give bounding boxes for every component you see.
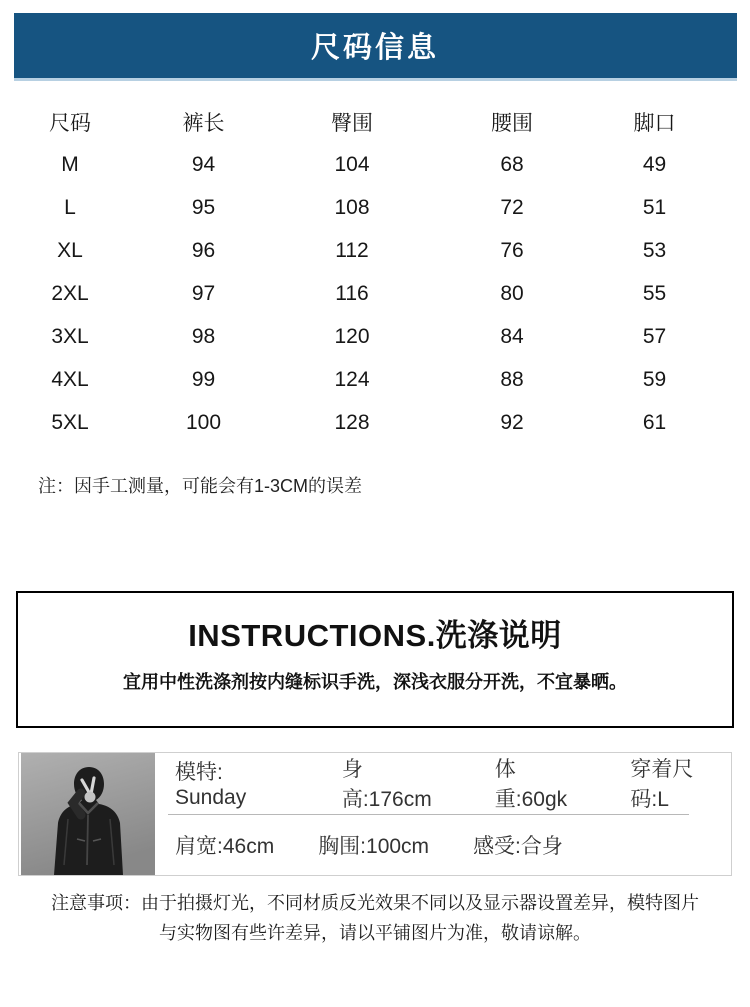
table-row	[0, 401, 750, 444]
table-row	[0, 272, 750, 315]
cell-legopening: 57	[642, 324, 667, 348]
cell-hip: 104	[334, 152, 370, 176]
cell-length: 100	[185, 410, 222, 434]
cell-size: 3XL	[51, 324, 89, 348]
size-info-header	[14, 13, 737, 81]
table-row	[0, 186, 750, 229]
model-weight: 体重:60gk	[494, 758, 568, 812]
cell-size: M	[61, 152, 79, 176]
table-row	[0, 315, 750, 358]
cell-size: 4XL	[51, 367, 89, 391]
table-row	[0, 358, 750, 401]
cell-hip: 112	[335, 238, 369, 262]
cell-legopening: 49	[642, 152, 667, 176]
cell-hip: 128	[334, 410, 370, 434]
notice-line-1: 注意事项：由于拍摄灯光，不同材质反光效果不同以及显示器设置差异，模特图片	[51, 893, 699, 913]
model-photo-illustration	[21, 753, 155, 875]
model-info-details	[155, 753, 731, 875]
cell-waist: 80	[500, 281, 524, 305]
cell-legopening: 53	[642, 238, 667, 262]
model-photo	[21, 753, 155, 875]
col-header-length: 裤长	[182, 111, 225, 135]
cell-hip: 116	[335, 281, 369, 305]
model-info-row-1	[175, 753, 731, 814]
model-name: 模特: Sunday	[175, 761, 247, 810]
size-table	[0, 100, 750, 444]
model-fit-feel: 感受:合身	[473, 834, 563, 858]
cell-legopening: 61	[642, 410, 667, 434]
cell-length: 97	[191, 281, 216, 305]
model-height: 身高:176cm	[341, 758, 432, 812]
cell-waist: 76	[500, 238, 524, 262]
col-header-waist: 腰围	[491, 111, 533, 135]
table-row	[0, 143, 750, 186]
washing-instructions-box	[16, 591, 734, 728]
col-header-hip: 臀围	[331, 111, 373, 135]
cell-size: 5XL	[51, 410, 89, 434]
measurement-note: 注：因手工测量，可能会有1-3CM的误差	[38, 476, 363, 496]
washing-instructions-text: 宜用中性洗涤剂按内缝标识手洗，深浅衣服分开洗，不宜暴晒。	[123, 672, 627, 692]
notice-line-2: 与实物图有些许差异，请以平铺图片为准，敬请谅解。	[159, 923, 591, 943]
washing-instructions-title: INSTRUCTIONS.洗涤说明	[188, 618, 562, 653]
cell-waist: 72	[500, 195, 524, 219]
cell-length: 96	[191, 238, 216, 262]
cell-waist: 84	[500, 324, 524, 348]
cell-length: 98	[191, 324, 216, 348]
bottom-notice	[0, 888, 750, 948]
model-wearing-size: 穿着尺码:L	[630, 758, 694, 812]
cell-hip: 120	[334, 324, 370, 348]
model-info-card	[18, 752, 732, 876]
col-header-legopening: 脚口	[633, 111, 676, 135]
cell-hip: 124	[334, 367, 370, 391]
cell-size: XL	[57, 238, 83, 262]
cell-length: 99	[191, 367, 216, 391]
cell-size: 2XL	[51, 281, 89, 305]
cell-hip: 108	[334, 195, 370, 219]
col-header-size: 尺码	[49, 111, 91, 135]
page-title: 尺码信息	[310, 32, 439, 64]
cell-legopening: 59	[642, 367, 667, 391]
size-table-header-row	[0, 100, 750, 143]
model-chest: 胸围:100cm	[318, 834, 430, 858]
cell-legopening: 55	[642, 281, 667, 305]
model-shoulder: 肩宽:46cm	[175, 834, 275, 858]
cell-size: L	[64, 195, 76, 219]
cell-waist: 68	[500, 152, 524, 176]
table-row	[0, 229, 750, 272]
model-info-row-2	[175, 815, 731, 876]
cell-length: 95	[191, 195, 216, 219]
cell-waist: 88	[500, 367, 524, 391]
cell-legopening: 51	[642, 195, 667, 219]
cell-waist: 92	[500, 410, 524, 434]
cell-length: 94	[191, 152, 216, 176]
